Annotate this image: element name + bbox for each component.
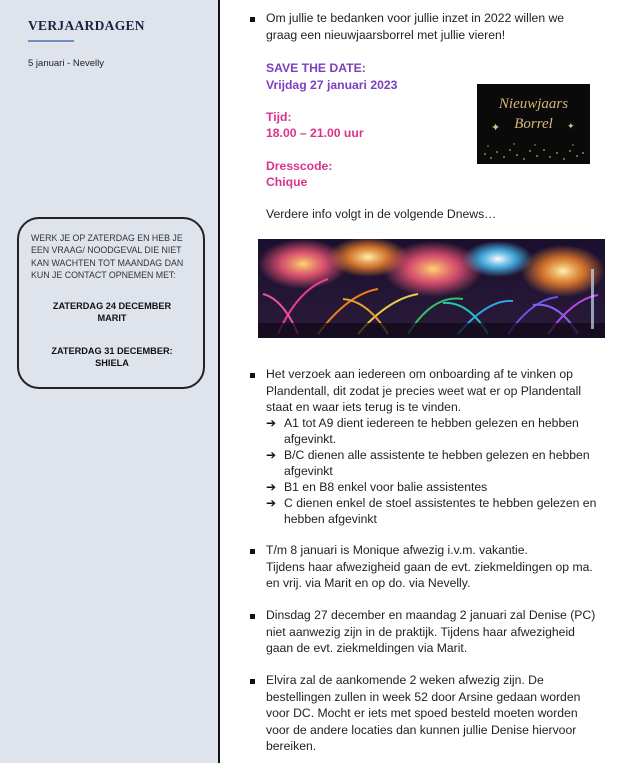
arrow-right-icon: ➔ — [266, 496, 277, 510]
dresscode-label: Dresscode: — [266, 159, 333, 173]
time-label: Tijd: — [266, 110, 292, 124]
sidebar — [0, 0, 218, 763]
arrow-right-icon: ➔ — [266, 416, 277, 430]
notice-line: EEN VRAAG/ NOODGEVAL DIE NIET — [31, 245, 182, 256]
svg-text:✦: ✦ — [491, 122, 501, 134]
badge-title-line-2: Borrel — [514, 116, 553, 132]
column-divider — [218, 0, 220, 763]
event-intro-line: Om jullie te bedanken voor jullie inzet in 2022 willen we — [266, 11, 565, 25]
onboarding-line: staat en waar iets terug is te vinden. — [266, 400, 462, 414]
onboarding-line: Het verzoek aan iedereen om onboarding af te vinken op — [266, 367, 573, 381]
monique-line: en vrij. via Marit en op do. via Nevelly. — [266, 576, 471, 590]
bullet-icon — [250, 373, 255, 378]
denise-line: niet aanwezig zijn in de praktijk. Tijdens haar afwezigheid — [266, 625, 575, 639]
bullet-icon — [250, 614, 255, 619]
onboarding-subitem: afgevinkt. — [284, 432, 337, 446]
onboarding-subitem: afgevinkt — [284, 464, 333, 478]
birthdays-title: VERJAARDAGEN — [28, 18, 145, 33]
onboarding-subitem: B/C dienen alle assistente te hebben gelezen en hebben — [284, 448, 590, 462]
bullet-icon — [250, 17, 255, 22]
time-value: 18.00 – 21.00 uur — [266, 126, 364, 140]
fireworks-artwork — [258, 239, 605, 338]
onboarding-subitem: hebben afgevinkt — [284, 512, 377, 526]
bullet-icon — [250, 549, 255, 554]
notice-line: WERK JE OP ZATERDAG EN HEB JE — [31, 233, 183, 243]
denise-line: Dinsdag 27 december en maandag 2 januari zal Denise (PC) — [266, 608, 596, 622]
nieuwjaarsborrel-badge — [477, 84, 590, 164]
title-underline — [28, 40, 74, 42]
onboarding-subitem: C dienen enkel de stoel assistentes te hebben gelezen en — [284, 496, 597, 510]
elvira-line: voor de andere locaties dan kunnen jullie Denise hiervoor — [266, 723, 577, 737]
onboarding-subitem: A1 tot A9 dient iedereen te hebben gelezen en hebben — [284, 416, 579, 430]
contact-person-2: SHIELA — [95, 358, 129, 369]
save-the-date-label: SAVE THE DATE: — [266, 61, 366, 75]
badge-title-line-1: Nieuwjaars — [498, 96, 569, 112]
contact-person-1: MARIT — [97, 313, 127, 324]
monique-line: T/m 8 januari is Monique afwezig i.v.m. vakantie. — [266, 543, 528, 557]
contact-date-2: ZATERDAG 31 DECEMBER: — [51, 346, 173, 357]
notice-line: KUN JE CONTACT OPNEMEN MET: — [31, 269, 176, 280]
birthday-entry: 5 januari - Nevelly — [28, 58, 105, 69]
notice-line: KAN WACHTEN TOT MAANDAG DAN — [31, 257, 184, 268]
saturday-contact-notice — [17, 217, 205, 389]
bullet-icon — [250, 679, 255, 684]
elvira-line: bestellingen zullen in week 52 door Arsine gedaan worden — [266, 690, 581, 704]
elvira-line: Elvira zal de aankomende 2 weken afwezig zijn. De — [266, 673, 544, 687]
onboarding-subitem: B1 en B8 enkel voor balie assistentes — [284, 480, 488, 494]
arrow-right-icon: ➔ — [266, 448, 277, 462]
elvira-line: voor DC. Mocht er iets met spoed besteld moeten worden — [266, 706, 578, 720]
denise-line: gaan de evt. ziekmeldingen via Marit. — [266, 641, 468, 655]
svg-text:✦: ✦ — [567, 121, 575, 131]
onboarding-line: Plandentall, dit zodat je precies weet wat er op Plandentall — [266, 384, 582, 398]
fireworks-image — [258, 239, 605, 338]
monique-line: Tijdens haar afwezigheid gaan de evt. ziekmeldingen op ma. — [266, 560, 593, 574]
dresscode-value: Chique — [266, 175, 308, 189]
event-date: Vrijdag 27 januari 2023 — [266, 78, 398, 92]
elvira-line: bereiken. — [266, 739, 317, 753]
contact-date-1: ZATERDAG 24 DECEMBER — [52, 301, 172, 312]
event-intro-line: graag een nieuwjaarsborrel met jullie vieren! — [266, 28, 506, 42]
more-info-text: Verdere info volgt in de volgende Dnews… — [266, 207, 497, 221]
arrow-right-icon: ➔ — [266, 480, 277, 494]
